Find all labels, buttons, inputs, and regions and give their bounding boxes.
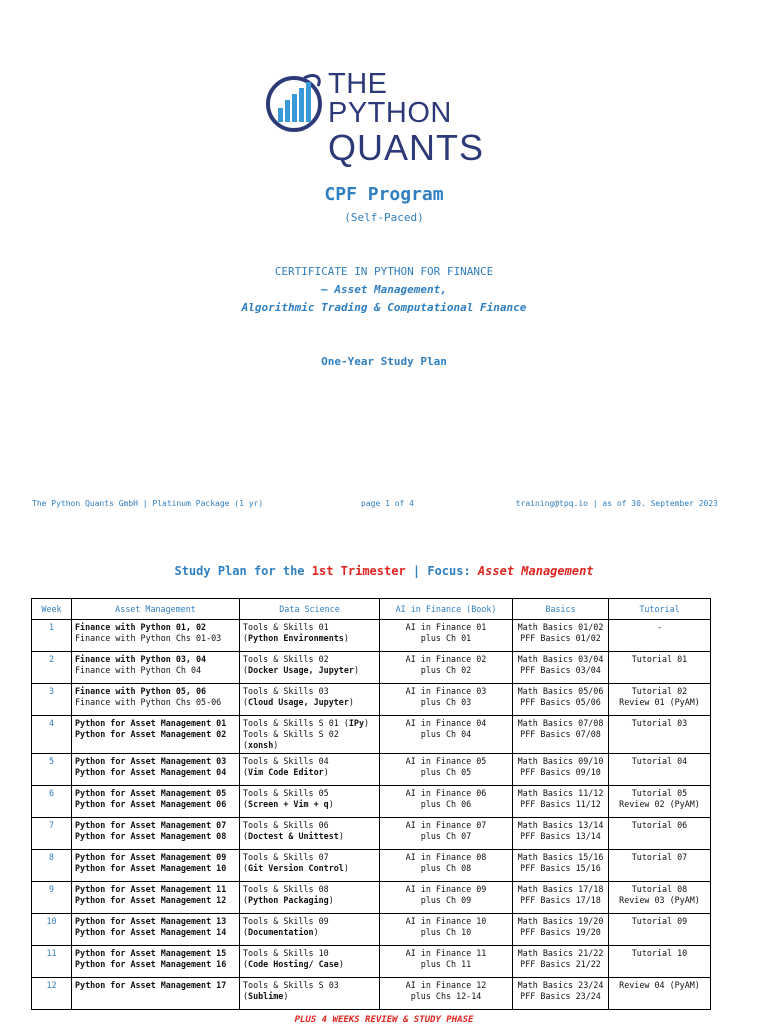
data-science-line-1: Tools & Skills 04: [243, 756, 329, 766]
ai-line-1: AI in Finance 08: [405, 852, 487, 862]
table-row: [32, 914, 711, 946]
week-number: 3: [48, 686, 55, 696]
section-prefix: Study Plan for the: [174, 564, 312, 578]
ai-in-finance-cell: [380, 946, 513, 978]
ai-line-1: AI in Finance 12: [405, 980, 487, 990]
table-row: [32, 978, 711, 1010]
basics-line-2: PFF Basics 23/24: [520, 991, 601, 1001]
week-cell: [32, 946, 72, 978]
asset-management-line-1: Python for Asset Management 07: [75, 820, 227, 830]
asset-management-line-2: Python for Asset Management 06: [75, 799, 227, 809]
tutorial-cell: [609, 652, 711, 684]
table-header-row: [32, 599, 711, 620]
tutorial-line-1: Tutorial 03: [631, 718, 688, 728]
asset-management-cell: [72, 882, 240, 914]
data-science-line-2: Tools & Skills S 02 (xonsh): [243, 729, 339, 750]
asset-management-line-1: Python for Asset Management 13: [75, 916, 227, 926]
subtitle-line-2: Algorithmic Trading & Computational Finance: [241, 301, 527, 314]
basics-line-1: Math Basics 13/14: [517, 820, 604, 830]
data-science-cell: [240, 786, 380, 818]
asset-management-line-1: Python for Asset Management 05: [75, 788, 227, 798]
week-cell: [32, 754, 72, 786]
tutorial-cell: [609, 818, 711, 850]
basics-line-2: PFF Basics 07/08: [520, 729, 601, 739]
tutorial-line-1: Tutorial 06: [631, 820, 688, 830]
data-science-line-1: Tools & Skills 07: [243, 852, 329, 862]
tutorial-line-1: -: [656, 622, 663, 632]
week-number: 2: [48, 654, 55, 664]
basics-line-1: Math Basics 19/20: [517, 916, 604, 926]
data-science-line-2: (Doctest & Unittest): [243, 831, 344, 841]
table-row: [32, 716, 711, 754]
ai-line-2: plus Ch 09: [420, 895, 472, 905]
basics-cell: [513, 684, 609, 716]
ai-line-1: AI in Finance 10: [405, 916, 487, 926]
asset-management-line-2: Python for Asset Management 08: [75, 831, 227, 841]
week-cell: [32, 978, 72, 1010]
subtitle-line-1: – Asset Management,: [321, 283, 447, 296]
ai-line-1: AI in Finance 04: [405, 718, 487, 728]
week-number: 12: [46, 980, 57, 990]
ai-line-2: plus Ch 06: [420, 799, 472, 809]
ai-line-1: AI in Finance 06: [405, 788, 487, 798]
asset-management-cell: [72, 652, 240, 684]
week-cell: [32, 882, 72, 914]
week-number: 5: [48, 756, 55, 766]
table-row: [32, 786, 711, 818]
asset-management-line-1: Finance with Python 03, 04: [75, 654, 207, 664]
logo-emblem-icon: [264, 64, 328, 144]
data-science-line-2: (Cloud Usage, Jupyter): [243, 697, 354, 707]
asset-management-cell: [72, 850, 240, 882]
data-science-cell: [240, 914, 380, 946]
table-row: [32, 946, 711, 978]
tutorial-line-1: Tutorial 09: [631, 916, 688, 926]
week-cell: [32, 716, 72, 754]
tutorial-line-1: Tutorial 05: [631, 788, 688, 798]
data-science-line-1: Tools & Skills 02: [243, 654, 329, 664]
week-cell: [32, 620, 72, 652]
tutorial-line-1: Tutorial 04: [631, 756, 688, 766]
basics-cell: [513, 652, 609, 684]
footer-left: The Python Quants GmbH | Platinum Package (1 yr): [32, 499, 264, 508]
asset-management-cell: [72, 914, 240, 946]
ai-line-2: plus Ch 10: [420, 927, 472, 937]
asset-management-line-2: Python for Asset Management 16: [75, 959, 227, 969]
ai-in-finance-cell: [380, 914, 513, 946]
tutorial-line-1: Tutorial 10: [631, 948, 688, 958]
data-science-line-1: Tools & Skills 01: [243, 622, 329, 632]
asset-management-line-1: Python for Asset Management 01: [75, 718, 227, 728]
ai-line-2: plus Ch 07: [420, 831, 472, 841]
tutorial-cell: [609, 620, 711, 652]
tutorial-line-2: Review 02 (PyAM): [619, 799, 700, 809]
data-science-line-2: (Python Packaging): [243, 895, 334, 905]
basics-line-2: PFF Basics 17/18: [520, 895, 601, 905]
tutorial-cell: [609, 786, 711, 818]
basics-line-1: Math Basics 17/18: [517, 884, 604, 894]
data-science-cell: [240, 754, 380, 786]
ai-line-1: AI in Finance 02: [405, 654, 487, 664]
tutorial-cell: [609, 754, 711, 786]
basics-line-1: Math Basics 15/16: [517, 852, 604, 862]
basics-cell: [513, 716, 609, 754]
certificate-title: CERTIFICATE IN PYTHON FOR FINANCE: [274, 265, 494, 278]
week-number: 6: [48, 788, 55, 798]
ai-line-1: AI in Finance 11: [405, 948, 487, 958]
table-row: [32, 620, 711, 652]
section-focus: Asset Management: [477, 564, 594, 578]
basics-line-2: PFF Basics 13/14: [520, 831, 601, 841]
table-row: [32, 754, 711, 786]
tutorial-cell: [609, 882, 711, 914]
tutorial-line-2: Review 01 (PyAM): [619, 697, 700, 707]
week-number: 10: [46, 916, 57, 926]
data-science-line-2: (Sublime): [243, 991, 289, 1001]
basics-line-1: Math Basics 11/12: [517, 788, 604, 798]
asset-management-cell: [72, 818, 240, 850]
asset-management-cell: [72, 620, 240, 652]
table-row: [32, 652, 711, 684]
tpq-logo: [264, 64, 504, 168]
footer-page-number: page 1 of 4: [361, 499, 414, 508]
review-phase-note: PLUS 4 WEEKS REVIEW & STUDY PHASE: [294, 1015, 474, 1025]
asset-management-line-1: Python for Asset Management 09: [75, 852, 227, 862]
week-number: 4: [48, 718, 55, 728]
week-number: 8: [48, 852, 55, 862]
tutorial-cell: [609, 946, 711, 978]
ai-in-finance-cell: [380, 754, 513, 786]
program-title: CPF Program: [324, 184, 444, 205]
ai-in-finance-cell: [380, 620, 513, 652]
week-cell: [32, 652, 72, 684]
logo-line-1: THE PYTHON: [328, 68, 452, 129]
ai-line-2: plus Ch 05: [420, 767, 472, 777]
data-science-cell: [240, 620, 380, 652]
data-science-line-2: (Git Version Control): [243, 863, 349, 873]
study-plan-label: One-Year Study Plan: [321, 355, 447, 368]
basics-line-1: Math Basics 09/10: [517, 756, 604, 766]
ai-line-1: AI in Finance 07: [405, 820, 487, 830]
tutorial-line-1: Tutorial 07: [631, 852, 688, 862]
asset-management-line-2: Python for Asset Management 12: [75, 895, 227, 905]
data-science-line-1: Tools & Skills S 03: [243, 980, 339, 990]
data-science-cell: [240, 652, 380, 684]
data-science-line-2: (Python Environments): [243, 633, 349, 643]
data-science-cell: [240, 850, 380, 882]
basics-cell: [513, 946, 609, 978]
asset-management-line-2: Finance with Python Chs 05-06: [75, 697, 222, 707]
header-tutorial: Tutorial: [609, 599, 711, 620]
asset-management-line-1: Python for Asset Management 03: [75, 756, 227, 766]
ai-line-2: plus Ch 03: [420, 697, 472, 707]
data-science-line-2: (Code Hosting/ Case): [243, 959, 344, 969]
basics-line-1: Math Basics 01/02: [517, 622, 604, 632]
tutorial-line-1: Review 04 (PyAM): [619, 980, 700, 990]
basics-line-2: PFF Basics 03/04: [520, 665, 601, 675]
ai-in-finance-cell: [380, 652, 513, 684]
week-number: 1: [48, 622, 55, 632]
ai-line-1: AI in Finance 05: [405, 756, 487, 766]
header-basics: Basics: [513, 599, 609, 620]
tutorial-line-2: Review 03 (PyAM): [619, 895, 700, 905]
ai-in-finance-cell: [380, 978, 513, 1010]
asset-management-cell: [72, 684, 240, 716]
header-ai-in-finance: AI in Finance (Book): [380, 599, 513, 620]
asset-management-line-2: Finance with Python Chs 01-03: [75, 633, 222, 643]
basics-cell: [513, 914, 609, 946]
data-science-line-2: (Vim Code Editor): [243, 767, 329, 777]
asset-management-line-1: Finance with Python 01, 02: [75, 622, 207, 632]
week-number: 9: [48, 884, 55, 894]
data-science-cell: [240, 882, 380, 914]
ai-in-finance-cell: [380, 818, 513, 850]
basics-cell: [513, 620, 609, 652]
data-science-cell: [240, 818, 380, 850]
week-cell: [32, 850, 72, 882]
week-number: 7: [48, 820, 55, 830]
asset-management-line-2: Python for Asset Management 02: [75, 729, 227, 739]
data-science-line-1: Tools & Skills 08: [243, 884, 329, 894]
section-title: [0, 564, 768, 578]
asset-management-line-1: Python for Asset Management 17: [75, 980, 227, 990]
ai-line-1: AI in Finance 01: [405, 622, 487, 632]
tutorial-cell: [609, 914, 711, 946]
header-data-science: Data Science: [240, 599, 380, 620]
ai-in-finance-cell: [380, 684, 513, 716]
basics-line-2: PFF Basics 01/02: [520, 633, 601, 643]
ai-in-finance-cell: [380, 786, 513, 818]
tutorial-cell: [609, 850, 711, 882]
basics-line-2: PFF Basics 11/12: [520, 799, 601, 809]
basics-line-2: PFF Basics 09/10: [520, 767, 601, 777]
table-row: [32, 882, 711, 914]
tutorial-cell: [609, 978, 711, 1010]
week-cell: [32, 818, 72, 850]
asset-management-line-1: Python for Asset Management 11: [75, 884, 227, 894]
data-science-cell: [240, 946, 380, 978]
tutorial-cell: [609, 716, 711, 754]
data-science-line-1: Tools & Skills S 01 (IPy): [243, 718, 370, 728]
ai-line-2: plus Ch 02: [420, 665, 472, 675]
asset-management-cell: [72, 946, 240, 978]
basics-cell: [513, 754, 609, 786]
section-mid: | Focus:: [405, 564, 478, 578]
self-paced-label: (Self-Paced): [344, 211, 424, 224]
basics-cell: [513, 786, 609, 818]
asset-management-cell: [72, 786, 240, 818]
data-science-cell: [240, 716, 380, 754]
tutorial-line-1: Tutorial 02: [631, 686, 688, 696]
basics-cell: [513, 818, 609, 850]
week-cell: [32, 914, 72, 946]
footer-right: training@tpq.io | as of 30. September 2023: [515, 499, 718, 508]
asset-management-cell: [72, 978, 240, 1010]
asset-management-line-2: Finance with Python Ch 04: [75, 665, 202, 675]
ai-line-2: plus Ch 08: [420, 863, 472, 873]
data-science-line-1: Tools & Skills 10: [243, 948, 329, 958]
table-row: [32, 818, 711, 850]
data-science-line-2: (Docker Usage, Jupyter): [243, 665, 359, 675]
week-number: 11: [46, 948, 57, 958]
header-week: Week: [32, 599, 72, 620]
data-science-line-1: Tools & Skills 09: [243, 916, 329, 926]
asset-management-line-1: Finance with Python 05, 06: [75, 686, 207, 696]
ai-in-finance-cell: [380, 716, 513, 754]
data-science-line-2: (Screen + Vim + q): [243, 799, 334, 809]
basics-line-1: Math Basics 03/04: [517, 654, 604, 664]
ai-line-2: plus Chs 12-14: [410, 991, 482, 1001]
data-science-line-1: Tools & Skills 03: [243, 686, 329, 696]
section-trimester: 1st Trimester: [311, 564, 406, 578]
ai-line-2: plus Ch 01: [420, 633, 472, 643]
asset-management-line-2: Python for Asset Management 14: [75, 927, 227, 937]
basics-line-2: PFF Basics 15/16: [520, 863, 601, 873]
basics-line-1: Math Basics 05/06: [517, 686, 604, 696]
basics-line-2: PFF Basics 19/20: [520, 927, 601, 937]
asset-management-line-2: Python for Asset Management 10: [75, 863, 227, 873]
basics-line-1: Math Basics 23/24: [517, 980, 604, 990]
basics-cell: [513, 850, 609, 882]
ai-in-finance-cell: [380, 850, 513, 882]
basics-line-2: PFF Basics 05/06: [520, 697, 601, 707]
basics-line-1: Math Basics 07/08: [517, 718, 604, 728]
basics-cell: [513, 978, 609, 1010]
ai-line-1: AI in Finance 09: [405, 884, 487, 894]
ai-line-2: plus Ch 04: [420, 729, 472, 739]
header-asset-management: Asset Management: [72, 599, 240, 620]
tutorial-line-1: Tutorial 01: [631, 654, 688, 664]
study-plan-table: [31, 598, 711, 1010]
data-science-line-1: Tools & Skills 06: [243, 820, 329, 830]
asset-management-line-1: Python for Asset Management 15: [75, 948, 227, 958]
ai-line-2: plus Ch 11: [420, 959, 472, 969]
ai-line-1: AI in Finance 03: [405, 686, 487, 696]
asset-management-cell: [72, 716, 240, 754]
week-cell: [32, 684, 72, 716]
tutorial-cell: [609, 684, 711, 716]
ai-in-finance-cell: [380, 882, 513, 914]
data-science-line-1: Tools & Skills 05: [243, 788, 329, 798]
data-science-cell: [240, 684, 380, 716]
data-science-line-2: (Documentation): [243, 927, 319, 937]
basics-line-1: Math Basics 21/22: [517, 948, 604, 958]
basics-line-2: PFF Basics 21/22: [520, 959, 601, 969]
asset-management-cell: [72, 754, 240, 786]
table-row: [32, 684, 711, 716]
asset-management-line-2: Python for Asset Management 04: [75, 767, 227, 777]
logo-line-2: QUANTS: [328, 127, 485, 168]
data-science-cell: [240, 978, 380, 1010]
basics-cell: [513, 882, 609, 914]
tutorial-line-1: Tutorial 08: [631, 884, 688, 894]
week-cell: [32, 786, 72, 818]
table-row: [32, 850, 711, 882]
